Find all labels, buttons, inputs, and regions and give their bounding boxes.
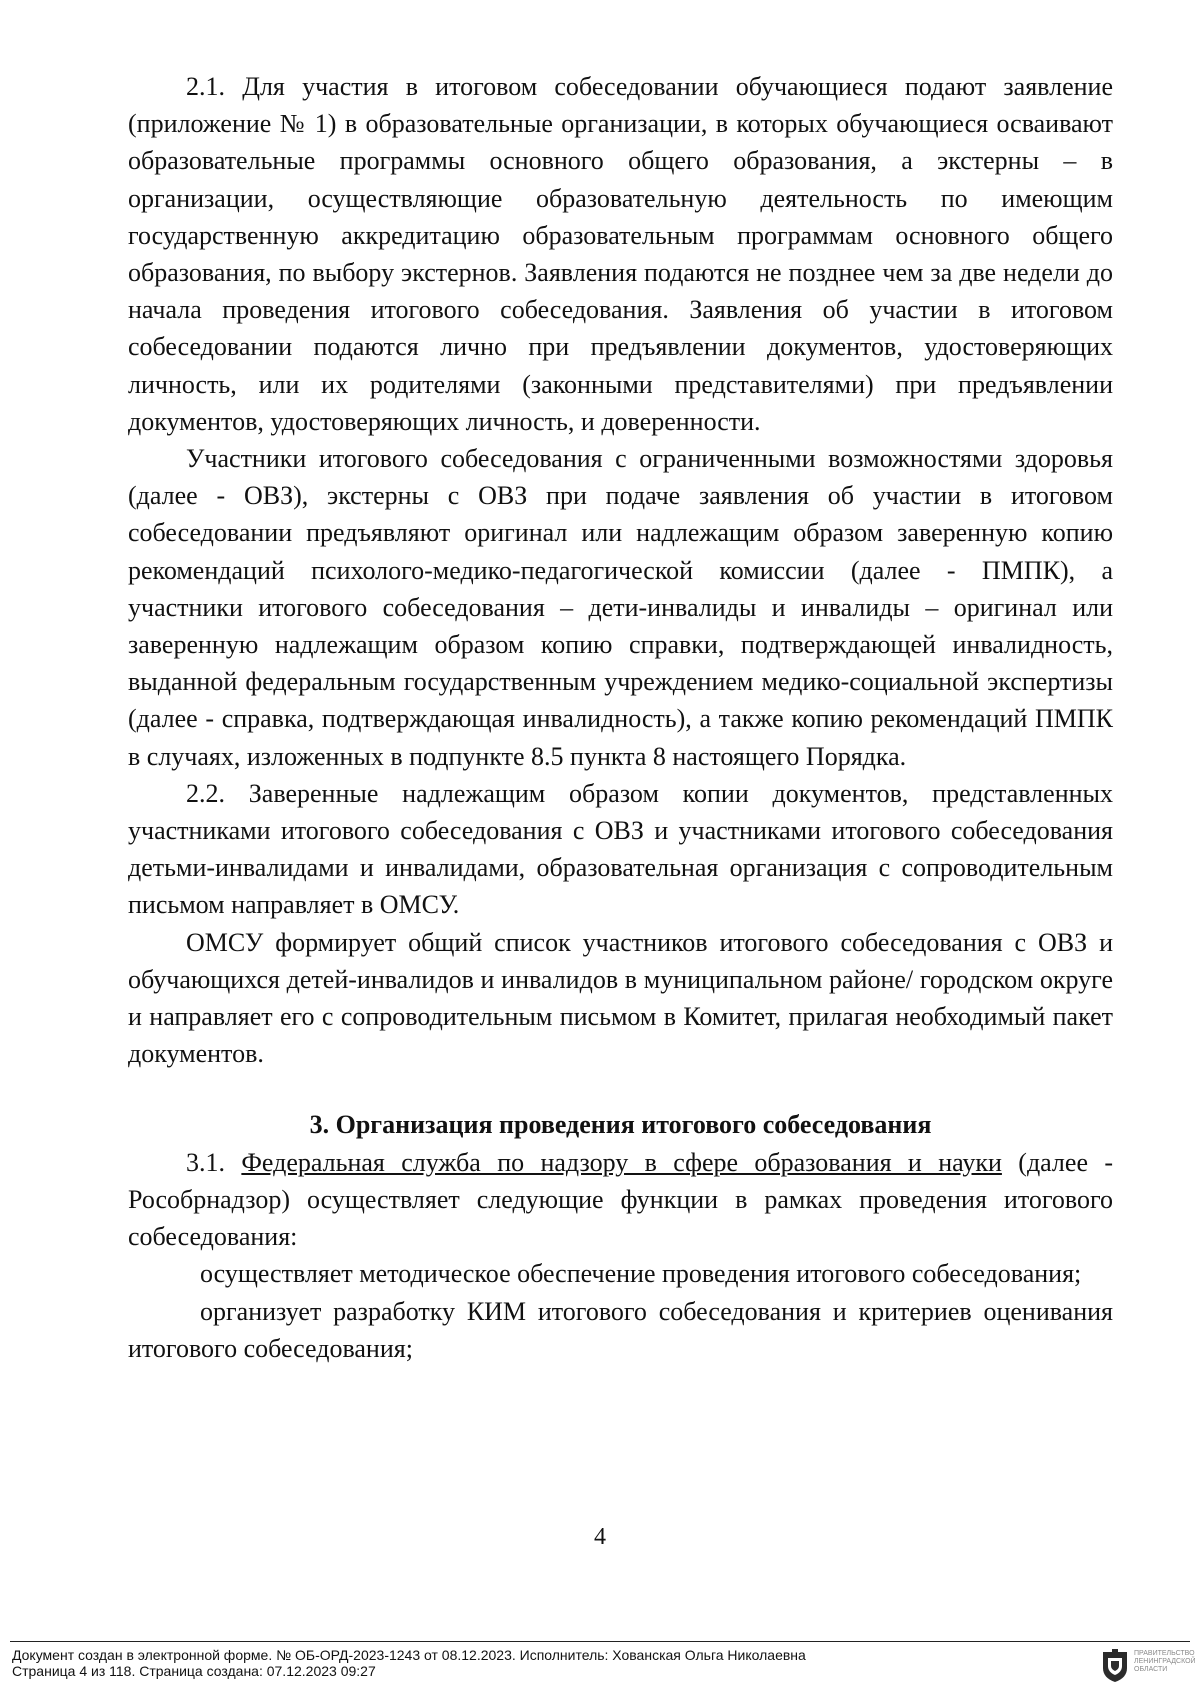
footer-logo-text: ПРАВИТЕЛЬСТВО ЛЕНИНГРАДСКОЙ ОБЛАСТИ	[1134, 1650, 1196, 1673]
rosobrnadzor-link-text: Федеральная служба по надзору в сфере образования и науки	[241, 1147, 1002, 1177]
page-number: 4	[594, 1524, 606, 1550]
paragraph-ovz: Участники итогового собеседования с ограниченными возможностями здоровья (далее - ОВЗ), экстерны с ОВЗ при подаче заявления об участии в итоговом собеседовании предъявляют оригинал или надлежащим образом заверенную копию рекомендаций психолого-медико-педагогической комиссии (далее - ПМПК), а участники итогового собеседования – дети-инвалиды и инвалиды – оригинал или заверенную надлежащим образом копию справки, подтверждающей инвалидность, выданной федеральным государственным учреждением медико-социальной экспертизы (далее - справка, подтверждающая инвалидность), а также копию рекомендаций ПМПК в случаях, изложенных в подпункте 8.5 пункта 8 настоящего Порядка.	[128, 444, 1113, 771]
footer-line-2: Страница 4 из 118. Страница создана: 07.12.2023 09:27	[12, 1663, 376, 1679]
coat-of-arms-icon	[1100, 1648, 1130, 1684]
document-body	[128, 68, 1113, 1367]
paragraph-omsu: ОМСУ формирует общий список участников итогового собеседования с ОВЗ и обучающихся детей-инвалидов и инвалидов в муниципальном районе/ городском округе и направляет его с сопроводительным письмом в Комитет, прилагая необходимый пакет документов.	[128, 927, 1113, 1069]
section-heading: 3. Организация проведения итогового собеседования	[309, 1110, 932, 1140]
list-item-methodical: осуществляет методическое обеспечение проведения итогового собеседования;	[200, 1259, 1082, 1289]
paragraph-2-2: 2.2. Заверенные надлежащим образом копии документов, представленных участниками итогового собеседования с ОВЗ и участниками итогового собеседования детьми-инвалидами и инвалидами, образовательная организация с сопроводительным письмом направляет в ОМСУ.	[128, 778, 1113, 920]
footer-info	[12, 1647, 1092, 1679]
paragraph-3-1	[128, 1144, 1113, 1256]
footer-divider	[10, 1641, 1190, 1642]
paragraph-3-1-rest: (далее - Рособрнадзор) осуществляет следующие функции в рамках проведения итогового собеседования:	[128, 1147, 1114, 1252]
paragraph-2-1: 2.1. Для участия в итоговом собеседовании обучающиеся подают заявление (приложение № 1) в образовательные организации, в которых обучающиеся осваивают образовательные программы основного общего образования, а экстерны – в организации, осуществляющие образовательную деятельность по имеющим государственную аккредитацию образовательным программам основного общего образования, по выбору экстернов. Заявления подаются не позднее чем за две недели до начала проведения итогового собеседования. Заявления об участии в итоговом собеседовании подаются лично при предъявлении документов, удостоверяющих личность, или их родителями (законными представителями) при предъявлении документов, удостоверяющих личность, и доверенности.	[128, 72, 1113, 436]
paragraph-3-1-number: 3.1.	[186, 1147, 225, 1177]
footer-line-1: Документ создан в электронной форме. № ОБ-ОРД-2023-1243 от 08.12.2023. Исполнитель: Хованская Ольга Николаевна	[12, 1647, 806, 1663]
list-item-kim: организует разработку КИМ итогового собеседования и критериев оценивания итогового собеседования;	[128, 1296, 1113, 1363]
